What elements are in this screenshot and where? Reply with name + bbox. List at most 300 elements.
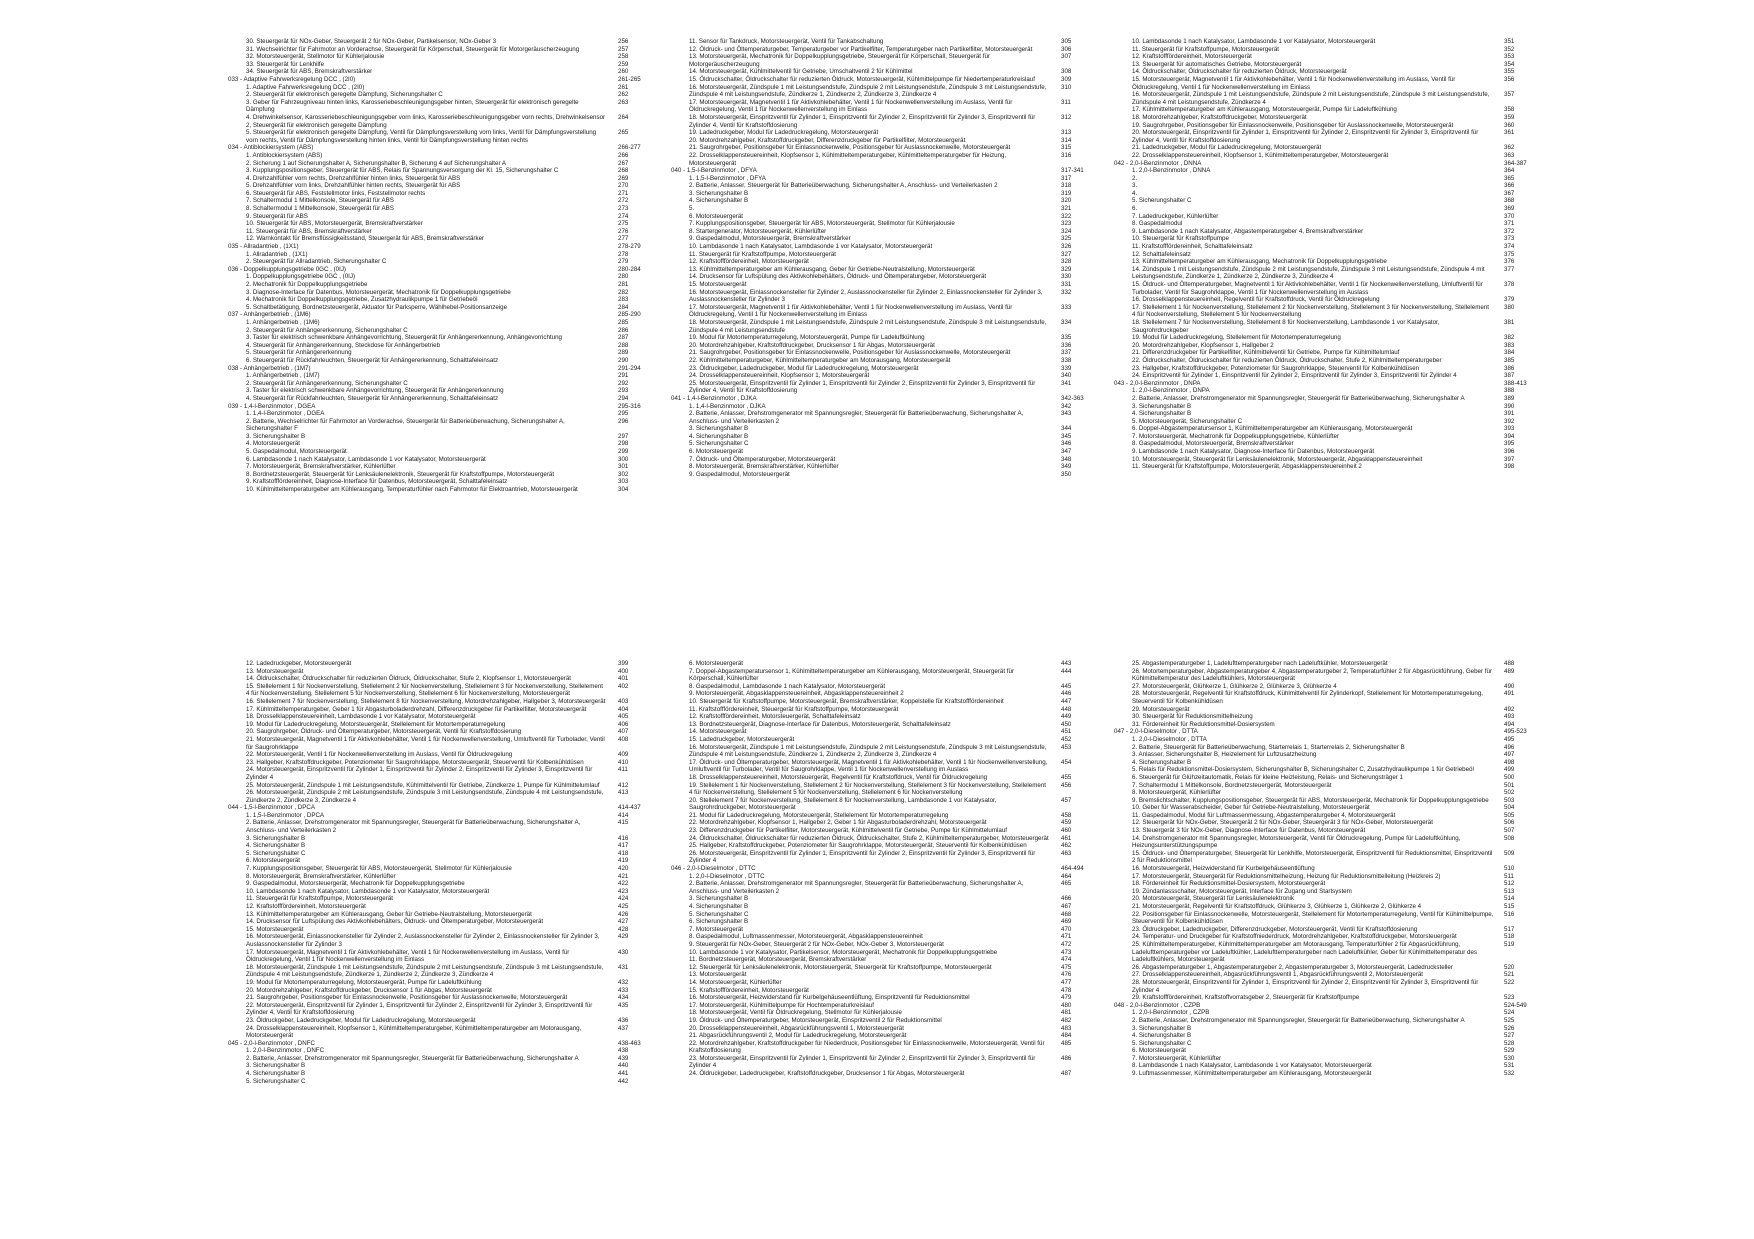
toc-entry[interactable] <box>681 471 1181 479</box>
toc-entry[interactable] <box>1124 122 1624 130</box>
toc-entry[interactable] <box>238 46 738 54</box>
toc-entry[interactable] <box>1124 167 1624 175</box>
toc-entry[interactable] <box>238 1055 738 1063</box>
toc-entry[interactable] <box>681 933 1181 941</box>
toc-entry[interactable] <box>1124 114 1624 122</box>
toc-entry[interactable] <box>1124 926 1624 934</box>
toc-entry[interactable] <box>1124 357 1624 365</box>
toc-entry[interactable] <box>238 1078 738 1086</box>
toc-entry[interactable] <box>681 713 1181 721</box>
toc-entry[interactable] <box>681 68 1181 76</box>
toc-entry[interactable] <box>1124 144 1624 152</box>
toc-entry[interactable] <box>238 327 738 335</box>
toc-entry[interactable] <box>1124 395 1624 403</box>
toc-entry[interactable] <box>1124 220 1624 228</box>
toc-entry[interactable] <box>681 129 1181 137</box>
toc-entry[interactable] <box>238 812 738 820</box>
toc-entry[interactable] <box>1124 342 1624 350</box>
toc-entry[interactable] <box>681 197 1181 205</box>
toc-entry[interactable] <box>681 987 1181 995</box>
toc-entry[interactable] <box>238 1017 738 1025</box>
toc-section-heading[interactable] <box>228 75 738 84</box>
toc-entry[interactable] <box>238 319 738 327</box>
toc-entry[interactable] <box>1124 296 1624 304</box>
toc-entry[interactable] <box>681 926 1181 934</box>
toc-entry[interactable] <box>681 53 1181 68</box>
toc-entry[interactable] <box>238 258 738 266</box>
toc-entry[interactable] <box>681 114 1181 129</box>
toc-section-heading[interactable] <box>228 311 738 319</box>
toc-entry[interactable] <box>238 1025 738 1040</box>
toc-entry[interactable] <box>681 827 1181 835</box>
toc-entry[interactable] <box>238 68 738 76</box>
toc-entry[interactable] <box>1124 1009 1624 1017</box>
toc-entry[interactable] <box>681 1017 1181 1025</box>
toc-entry[interactable] <box>681 372 1181 380</box>
toc-entry[interactable] <box>1124 964 1624 972</box>
toc-entry[interactable] <box>238 235 738 243</box>
toc-entry[interactable] <box>1124 1017 1624 1025</box>
toc-entry[interactable] <box>238 789 738 804</box>
toc-entry[interactable] <box>238 213 738 221</box>
toc-entry[interactable] <box>238 84 738 92</box>
toc-entry[interactable] <box>681 979 1181 987</box>
toc-entry[interactable] <box>681 365 1181 373</box>
toc-entry[interactable] <box>1124 243 1624 251</box>
toc-section-heading[interactable] <box>228 364 738 373</box>
toc-entry[interactable] <box>681 819 1181 827</box>
toc-section-heading[interactable] <box>228 402 738 411</box>
toc-entry[interactable] <box>238 342 738 350</box>
toc-entry[interactable] <box>238 357 738 365</box>
toc-entry[interactable] <box>238 713 738 721</box>
toc-entry[interactable] <box>681 235 1181 243</box>
toc-entry[interactable] <box>1124 258 1624 266</box>
toc-entry[interactable] <box>238 281 738 289</box>
toc-entry[interactable] <box>238 456 738 464</box>
toc-entry[interactable] <box>1124 880 1624 888</box>
toc-entry[interactable] <box>238 190 738 198</box>
toc-entry[interactable] <box>238 251 738 259</box>
toc-entry[interactable] <box>238 334 738 342</box>
toc-entry-title: 3. Sicherungshalter B <box>689 895 749 903</box>
toc-section-heading[interactable] <box>228 804 738 812</box>
toc-entry[interactable] <box>1124 835 1624 850</box>
toc-entry[interactable] <box>1124 38 1624 46</box>
toc-entry[interactable] <box>238 349 738 357</box>
toc-entry[interactable] <box>681 728 1181 736</box>
toc-entry[interactable] <box>681 1025 1181 1033</box>
toc-entry[interactable] <box>1124 683 1624 691</box>
toc-entry[interactable] <box>681 683 1181 691</box>
toc-entry[interactable] <box>681 759 1181 774</box>
toc-entry[interactable] <box>1124 979 1624 994</box>
toc-entry[interactable] <box>1124 706 1624 714</box>
toc-section-heading[interactable] <box>671 167 1181 175</box>
toc-entry[interactable] <box>681 273 1181 281</box>
toc-entry[interactable] <box>238 766 738 781</box>
toc-section-heading[interactable] <box>671 394 1181 403</box>
toc-entry[interactable] <box>1124 129 1624 144</box>
toc-entry[interactable] <box>1124 152 1624 160</box>
toc-entry[interactable] <box>1124 266 1624 281</box>
toc-entry[interactable] <box>238 448 738 456</box>
toc-entry[interactable] <box>238 61 738 69</box>
toc-entry[interactable] <box>238 668 738 676</box>
toc-entry[interactable] <box>238 660 738 668</box>
toc-entry[interactable] <box>238 380 738 388</box>
toc-entry[interactable] <box>681 782 1181 797</box>
toc-entry[interactable] <box>1124 304 1624 319</box>
toc-entry[interactable] <box>1124 804 1624 812</box>
toc-entry[interactable] <box>1124 463 1624 471</box>
toc-entry[interactable] <box>1124 751 1624 759</box>
toc-entry[interactable] <box>1124 713 1624 721</box>
toc-entry[interactable] <box>681 433 1181 441</box>
toc-entry[interactable] <box>681 873 1181 881</box>
toc-entry-page: 526 <box>1504 1024 1515 1032</box>
toc-entry[interactable] <box>681 349 1181 357</box>
toc-entry[interactable] <box>681 175 1181 183</box>
toc-entry[interactable] <box>238 819 738 834</box>
toc-entry[interactable] <box>681 698 1181 706</box>
toc-entry[interactable] <box>681 949 1181 957</box>
toc-entry[interactable] <box>1124 766 1624 774</box>
toc-entry[interactable] <box>1124 440 1624 448</box>
toc-entry[interactable] <box>238 471 738 479</box>
toc-entry[interactable] <box>1124 213 1624 221</box>
toc-entry[interactable] <box>681 425 1181 433</box>
toc-entry[interactable] <box>238 372 738 380</box>
toc-entry[interactable] <box>238 114 738 129</box>
toc-entry[interactable] <box>1124 759 1624 767</box>
toc-section-heading[interactable] <box>1114 728 1624 736</box>
toc-entry[interactable] <box>1124 690 1624 705</box>
toc-entry[interactable] <box>238 857 738 865</box>
toc-entry[interactable] <box>1124 1040 1624 1048</box>
toc-entry[interactable] <box>1124 182 1624 190</box>
toc-entry[interactable] <box>1124 971 1624 979</box>
toc-entry-page: 327 <box>1061 250 1072 258</box>
toc-entry[interactable] <box>1124 911 1624 926</box>
toc-entry[interactable] <box>681 137 1181 145</box>
toc-entry[interactable] <box>681 1055 1181 1070</box>
toc-entry[interactable] <box>238 129 738 144</box>
toc-entry[interactable] <box>238 728 738 736</box>
toc-entry[interactable] <box>1124 456 1624 464</box>
toc-entry[interactable] <box>1124 819 1624 827</box>
toc-entry[interactable] <box>681 410 1181 425</box>
toc-entry[interactable] <box>1124 812 1624 820</box>
toc-entry[interactable] <box>681 281 1181 289</box>
toc-entry[interactable] <box>1124 789 1624 797</box>
toc-entry[interactable] <box>681 84 1181 99</box>
toc-entry[interactable] <box>681 448 1181 456</box>
toc-entry[interactable] <box>238 182 738 190</box>
toc-entry[interactable] <box>681 850 1181 865</box>
toc-entry[interactable] <box>238 220 738 228</box>
toc-entry[interactable] <box>238 964 738 979</box>
toc-entry[interactable] <box>238 926 738 934</box>
toc-entry[interactable] <box>681 319 1181 334</box>
toc-entry[interactable] <box>681 660 1181 668</box>
toc-entry[interactable] <box>238 433 738 441</box>
toc-entry[interactable] <box>681 1032 1181 1040</box>
toc-entry[interactable] <box>1124 933 1624 941</box>
toc-entry[interactable] <box>1124 850 1624 865</box>
toc-entry[interactable] <box>681 895 1181 903</box>
toc-entry[interactable] <box>681 357 1181 365</box>
toc-entry[interactable] <box>681 835 1181 843</box>
toc-entry[interactable] <box>1124 319 1624 334</box>
toc-entry[interactable] <box>681 228 1181 236</box>
toc-entry[interactable] <box>1124 334 1624 342</box>
toc-entry[interactable] <box>681 774 1181 782</box>
toc-entry[interactable] <box>238 1070 738 1078</box>
toc-entry[interactable] <box>1124 106 1624 114</box>
toc-entry[interactable] <box>1124 895 1624 903</box>
toc-entry[interactable] <box>238 228 738 236</box>
toc-entry[interactable] <box>1124 448 1624 456</box>
toc-entry[interactable] <box>1124 68 1624 76</box>
toc-entry[interactable] <box>1124 418 1624 426</box>
toc-entry[interactable] <box>681 342 1181 350</box>
toc-entry[interactable] <box>681 440 1181 448</box>
toc-entry[interactable] <box>238 979 738 987</box>
toc-entry[interactable] <box>1124 903 1624 911</box>
toc-section-heading[interactable] <box>1114 1001 1624 1010</box>
toc-section-heading[interactable] <box>1114 159 1624 168</box>
toc-entry-title: 18. Motorsteuergerät, Zündspule 1 mit Leistungsendstufe, Zündspule 2 mit Leistungsendstufe, Zündspule 3 mit Leistungsendstufe, Zündspule 4 mit Leistungsendstufe <box>689 318 1047 334</box>
toc-entry[interactable] <box>681 243 1181 251</box>
toc-entry[interactable] <box>681 812 1181 820</box>
toc-entry[interactable] <box>238 167 738 175</box>
toc-entry[interactable] <box>681 744 1181 759</box>
toc-entry[interactable] <box>238 463 738 471</box>
toc-entry[interactable] <box>238 289 738 297</box>
toc-entry[interactable] <box>681 334 1181 342</box>
toc-entry[interactable] <box>1124 827 1624 835</box>
toc-entry[interactable] <box>1124 1062 1624 1070</box>
toc-entry[interactable] <box>681 1009 1181 1017</box>
toc-entry[interactable] <box>238 160 738 168</box>
toc-entry[interactable] <box>681 182 1181 190</box>
toc-entry[interactable] <box>238 175 738 183</box>
toc-entry[interactable] <box>238 994 738 1002</box>
toc-entry[interactable] <box>1124 190 1624 198</box>
toc-entry[interactable] <box>238 418 738 433</box>
toc-entry[interactable] <box>681 190 1181 198</box>
toc-entry[interactable] <box>238 759 738 767</box>
toc-entry[interactable] <box>1124 205 1624 213</box>
toc-entry[interactable] <box>681 46 1181 54</box>
toc-entry[interactable] <box>681 251 1181 259</box>
toc-entry[interactable] <box>681 721 1181 729</box>
toc-entry[interactable] <box>1124 403 1624 411</box>
toc-entry[interactable] <box>681 152 1181 167</box>
toc-entry[interactable] <box>238 440 738 448</box>
toc-entry[interactable] <box>1124 668 1624 683</box>
toc-entry[interactable] <box>238 486 738 494</box>
toc-entry[interactable] <box>681 463 1181 471</box>
toc-entry[interactable] <box>238 91 738 99</box>
toc-entry[interactable] <box>238 911 738 919</box>
toc-entry[interactable] <box>1124 782 1624 790</box>
toc-entry[interactable] <box>238 1002 738 1017</box>
toc-entry[interactable] <box>681 736 1181 744</box>
toc-entry[interactable] <box>238 933 738 948</box>
toc-entry[interactable] <box>1124 433 1624 441</box>
toc-entry[interactable] <box>238 873 738 881</box>
toc-entry[interactable] <box>681 38 1181 46</box>
toc-entry[interactable] <box>1124 387 1624 395</box>
toc-entry[interactable] <box>681 1040 1181 1055</box>
toc-entry[interactable] <box>1124 865 1624 873</box>
toc-entry[interactable] <box>238 304 738 312</box>
toc-section-heading[interactable] <box>228 1039 738 1048</box>
toc-entry[interactable] <box>1124 774 1624 782</box>
toc-entry[interactable] <box>238 1047 738 1055</box>
toc-entry[interactable] <box>238 987 738 995</box>
toc-entry[interactable] <box>681 144 1181 152</box>
toc-entry[interactable] <box>1124 797 1624 805</box>
toc-entry[interactable] <box>681 706 1181 714</box>
toc-entry[interactable] <box>1124 660 1624 668</box>
toc-entry[interactable] <box>681 971 1181 979</box>
toc-entry[interactable] <box>1124 1025 1624 1033</box>
toc-entry[interactable] <box>238 918 738 926</box>
toc-entry[interactable] <box>681 918 1181 926</box>
toc-entry[interactable] <box>238 888 738 896</box>
toc-entry-title: 038 - Anhängerbetrieb , (1M7) <box>228 364 311 372</box>
toc-section-heading[interactable] <box>671 865 1181 873</box>
toc-entry[interactable] <box>1124 873 1624 881</box>
toc-entry[interactable] <box>238 99 738 114</box>
toc-entry[interactable] <box>1124 197 1624 205</box>
toc-entry[interactable] <box>681 941 1181 949</box>
toc-entry[interactable] <box>238 675 738 683</box>
toc-entry[interactable] <box>1124 1032 1624 1040</box>
toc-section-heading[interactable] <box>228 265 738 274</box>
toc-entry[interactable] <box>681 880 1181 895</box>
toc-entry[interactable] <box>1124 372 1624 380</box>
toc-entry[interactable] <box>238 949 738 964</box>
toc-entry[interactable] <box>1124 281 1624 296</box>
toc-entry[interactable] <box>681 956 1181 964</box>
toc-entry-title: 5. Sicherungshalter C <box>246 1077 306 1085</box>
toc-entry[interactable] <box>238 706 738 714</box>
toc-entry[interactable] <box>681 903 1181 911</box>
toc-entry[interactable] <box>238 698 738 706</box>
toc-entry[interactable] <box>1124 744 1624 752</box>
toc-entry[interactable] <box>238 273 738 281</box>
toc-entry[interactable] <box>1124 1055 1624 1063</box>
toc-entry[interactable] <box>238 895 738 903</box>
toc-entry[interactable] <box>681 76 1181 84</box>
toc-entry[interactable] <box>681 403 1181 411</box>
toc-entry[interactable] <box>1124 76 1624 91</box>
toc-entry[interactable] <box>238 38 738 46</box>
toc-entry[interactable] <box>681 289 1181 304</box>
toc-section-heading[interactable] <box>228 243 738 251</box>
toc-entry[interactable] <box>681 911 1181 919</box>
toc-entry[interactable] <box>238 880 738 888</box>
toc-entry[interactable] <box>681 213 1181 221</box>
toc-entry[interactable] <box>681 690 1181 698</box>
toc-entry[interactable] <box>1124 736 1624 744</box>
toc-entry[interactable] <box>681 205 1181 213</box>
toc-entry[interactable] <box>1124 91 1624 106</box>
toc-entry[interactable] <box>681 842 1181 850</box>
toc-entry[interactable] <box>238 410 738 418</box>
toc-entry[interactable] <box>238 53 738 61</box>
toc-entry[interactable] <box>238 395 738 403</box>
toc-entry[interactable] <box>1124 251 1624 259</box>
toc-entry[interactable] <box>1124 1047 1624 1055</box>
toc-entry[interactable] <box>238 736 738 751</box>
toc-entry[interactable] <box>1124 46 1624 54</box>
toc-entry[interactable] <box>1124 994 1624 1002</box>
toc-entry[interactable] <box>1124 941 1624 964</box>
toc-entry[interactable] <box>238 835 738 843</box>
toc-entry[interactable] <box>238 205 738 213</box>
toc-entry[interactable] <box>1124 1070 1624 1078</box>
toc-entry[interactable] <box>681 1002 1181 1010</box>
toc-entry[interactable] <box>681 258 1181 266</box>
toc-entry[interactable] <box>1124 175 1624 183</box>
toc-entry[interactable] <box>238 387 738 395</box>
toc-entry[interactable] <box>238 478 738 486</box>
toc-entry[interactable] <box>681 304 1181 319</box>
toc-entry[interactable] <box>681 266 1181 274</box>
toc-entry[interactable] <box>238 903 738 911</box>
toc-section-heading[interactable] <box>228 144 738 152</box>
toc-entry[interactable] <box>238 751 738 759</box>
toc-entry[interactable] <box>238 296 738 304</box>
toc-entry[interactable] <box>238 721 738 729</box>
toc-entry[interactable] <box>1124 228 1624 236</box>
toc-entry[interactable] <box>681 994 1181 1002</box>
toc-entry-title: 21. Motorsteuergerät, Magnetventil 1 für Aktivkohlebehälter, Ventil 1 für Nockenwellenverstellung, Umluftventil für Turbolader, Ventil für Saugrohrklappe <box>246 735 605 751</box>
toc-entry[interactable] <box>1124 53 1624 61</box>
toc-entry[interactable] <box>681 456 1181 464</box>
toc-entry[interactable] <box>1124 349 1624 357</box>
toc-entry[interactable] <box>238 683 738 698</box>
toc-entry[interactable] <box>1124 61 1624 69</box>
toc-entry[interactable] <box>1124 425 1624 433</box>
toc-entry[interactable] <box>1124 721 1624 729</box>
toc-entry[interactable] <box>238 1062 738 1070</box>
toc-entry[interactable] <box>1124 365 1624 373</box>
toc-entry[interactable] <box>238 152 738 160</box>
toc-entry[interactable] <box>1124 888 1624 896</box>
toc-entry[interactable] <box>238 850 738 858</box>
toc-entry[interactable] <box>1124 410 1624 418</box>
toc-entry[interactable] <box>238 197 738 205</box>
toc-section-heading[interactable] <box>1114 379 1624 388</box>
toc-entry[interactable] <box>238 842 738 850</box>
toc-entry[interactable] <box>238 865 738 873</box>
toc-entry[interactable] <box>681 964 1181 972</box>
toc-entry[interactable] <box>681 1070 1181 1078</box>
toc-entry[interactable] <box>681 99 1181 114</box>
toc-entry[interactable] <box>681 220 1181 228</box>
toc-entry[interactable] <box>1124 235 1624 243</box>
toc-entry[interactable] <box>681 380 1181 395</box>
toc-entry[interactable] <box>238 782 738 790</box>
toc-entry[interactable] <box>681 797 1181 812</box>
toc-entry[interactable] <box>681 668 1181 683</box>
